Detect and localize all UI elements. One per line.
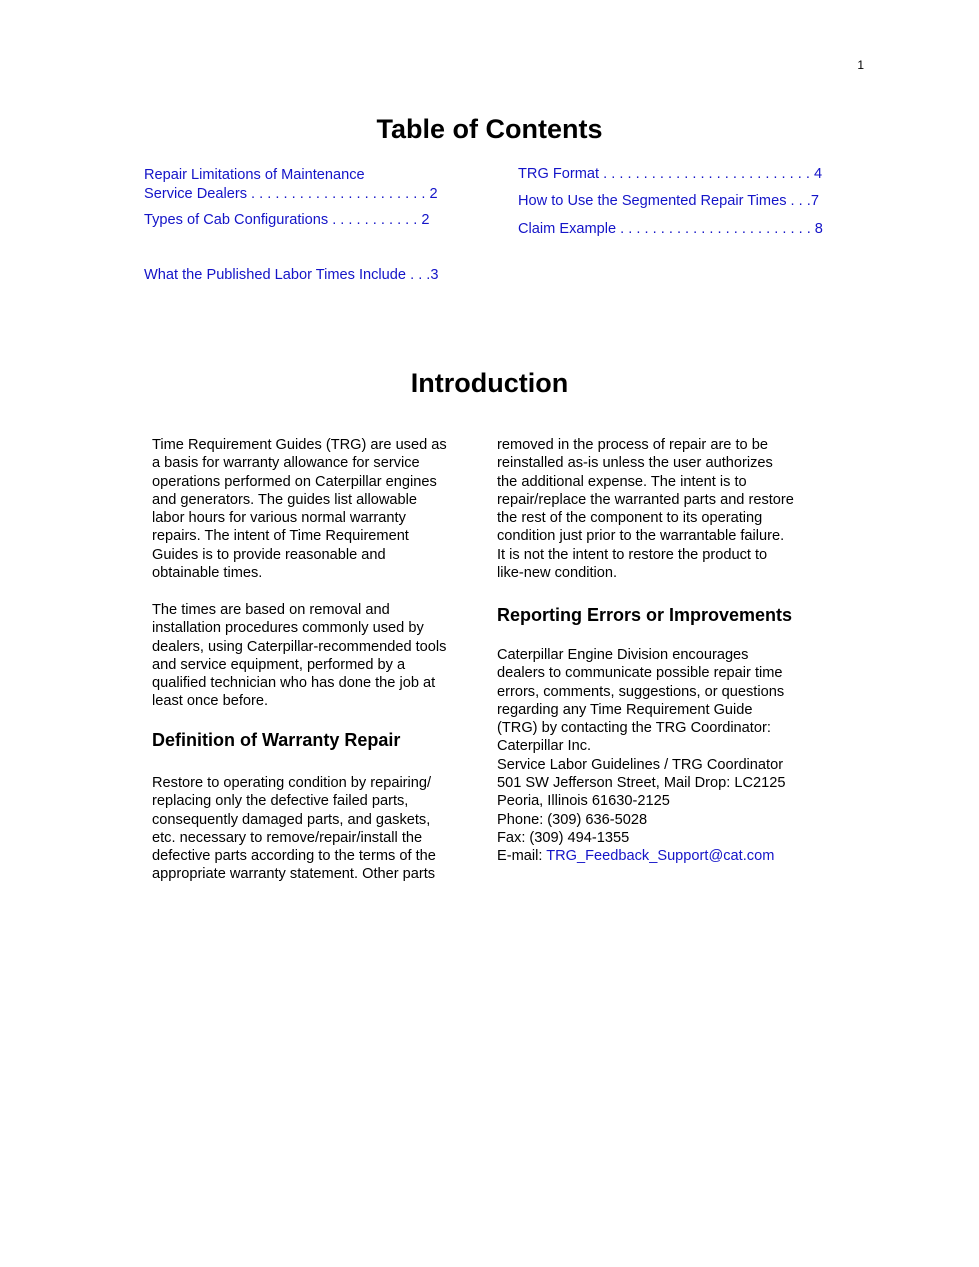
text-line: Time Requirement Guides (TRG) are used as: [152, 437, 447, 453]
text-line: It is not the intent to restore the product to: [497, 546, 768, 563]
toc-link-trg-format[interactable]: [518, 166, 822, 182]
text-line: and generators. The guides list allowable: [152, 491, 418, 508]
toc-line: Repair Limitations of Maintenance: [144, 167, 365, 183]
text-line: and service equipment, performed by a: [152, 656, 406, 673]
text-line: qualified technician who has done the job at: [152, 675, 436, 692]
toc-link-segmented-repair-times[interactable]: [518, 193, 819, 209]
intro-left-para-1: [152, 436, 447, 582]
reporting-errors-heading: Reporting Errors or Improvements: [497, 605, 793, 625]
toc-link-claim-example[interactable]: [518, 221, 823, 237]
email-label: E-mail:: [497, 848, 547, 865]
text-line: reinstalled as-is unless the user authorizes: [497, 455, 773, 472]
text-line: consequently damaged parts, and gaskets,: [152, 811, 431, 828]
text-line: etc. necessary to remove/repair/install the: [152, 829, 423, 846]
text-line: the rest of the component to its operating: [497, 510, 763, 527]
text-line: like-new condition.: [497, 565, 618, 582]
text-line: labor hours for various normal warranty: [152, 510, 406, 527]
toc-title: Table of Contents: [376, 114, 603, 144]
text-line: the additional expense. The intent is to: [497, 473, 747, 490]
text-line: (TRG) by contacting the TRG Coordinator:: [497, 720, 771, 737]
intro-title: Introduction: [410, 368, 569, 398]
text-line: installation procedures commonly used by: [152, 620, 424, 637]
text-line: Caterpillar Engine Division encourages: [497, 647, 749, 663]
text-line: Restore to operating condition by repairing/: [152, 775, 432, 791]
text-line: defective parts according to the terms of the: [152, 848, 436, 865]
toc-line: What the Published Labor Times Include . . .3: [144, 267, 439, 283]
text-line: Service Labor Guidelines / TRG Coordinator: [497, 756, 784, 773]
text-line: errors, comments, suggestions, or questions: [497, 683, 785, 700]
text-line: Fax: (309) 494-1355: [497, 829, 630, 846]
toc-line: Claim Example . . . . . . . . . . . . . . . . . . . . . . . . 8: [518, 221, 823, 237]
text-line: Phone: (309) 636-5028: [497, 811, 648, 828]
toc-line: Service Dealers . . . . . . . . . . . . . . . . . . . . . . 2: [144, 185, 438, 202]
intro-right-para-1: [497, 436, 794, 582]
text-line: appropriate warranty statement. Other parts: [152, 866, 436, 883]
email-link[interactable]: TRG_Feedback_Support@cat.com: [546, 848, 775, 865]
toc-link-published-labor-times[interactable]: [144, 267, 438, 283]
text-line: a basis for warranty allowance for service: [152, 455, 420, 472]
intro-right-para-2: [497, 646, 786, 866]
toc-line: Types of Cab Configurations . . . . . . . . . . . 2: [144, 212, 430, 228]
intro-left-para-2: [152, 601, 446, 711]
toc-link-cab-configurations[interactable]: [144, 212, 430, 228]
text-line: dealers to communicate possible repair time: [497, 665, 783, 682]
toc-line: How to Use the Segmented Repair Times . . .7: [518, 193, 819, 209]
text-line: Peoria, Illinois 61630-2125: [497, 793, 670, 810]
text-line: dealers, using Caterpillar-recommended tools: [152, 638, 447, 655]
text-line: Caterpillar Inc.: [497, 738, 592, 755]
text-line: removed in the process of repair are to be: [497, 437, 768, 453]
intro-left-para-3: [152, 774, 436, 884]
page-number: 1: [857, 58, 864, 72]
text-line: 501 SW Jefferson Street, Mail Drop: LC2125: [497, 775, 786, 792]
text-line: condition just prior to the warrantable failure.: [497, 528, 785, 545]
text-line: repairs. The intent of Time Requirement: [152, 528, 409, 545]
text-line: replacing only the defective failed parts,: [152, 793, 409, 810]
text-line: Guides is to provide reasonable and: [152, 546, 386, 563]
toc-line: TRG Format . . . . . . . . . . . . . . . . . . . . . . . . . . 4: [518, 166, 823, 182]
toc-link-repair-limitations[interactable]: [144, 166, 438, 203]
warranty-repair-heading: Definition of Warranty Repair: [152, 730, 401, 750]
text-line: obtainable times.: [152, 565, 263, 582]
email-line: [497, 847, 786, 865]
text-line: repair/replace the warranted parts and restore: [497, 491, 794, 508]
text-line: regarding any Time Requirement Guide: [497, 701, 753, 718]
text-line: least once before.: [152, 693, 269, 710]
text-line: The times are based on removal and: [152, 602, 390, 618]
text-line: operations performed on Caterpillar engines: [152, 473, 437, 490]
